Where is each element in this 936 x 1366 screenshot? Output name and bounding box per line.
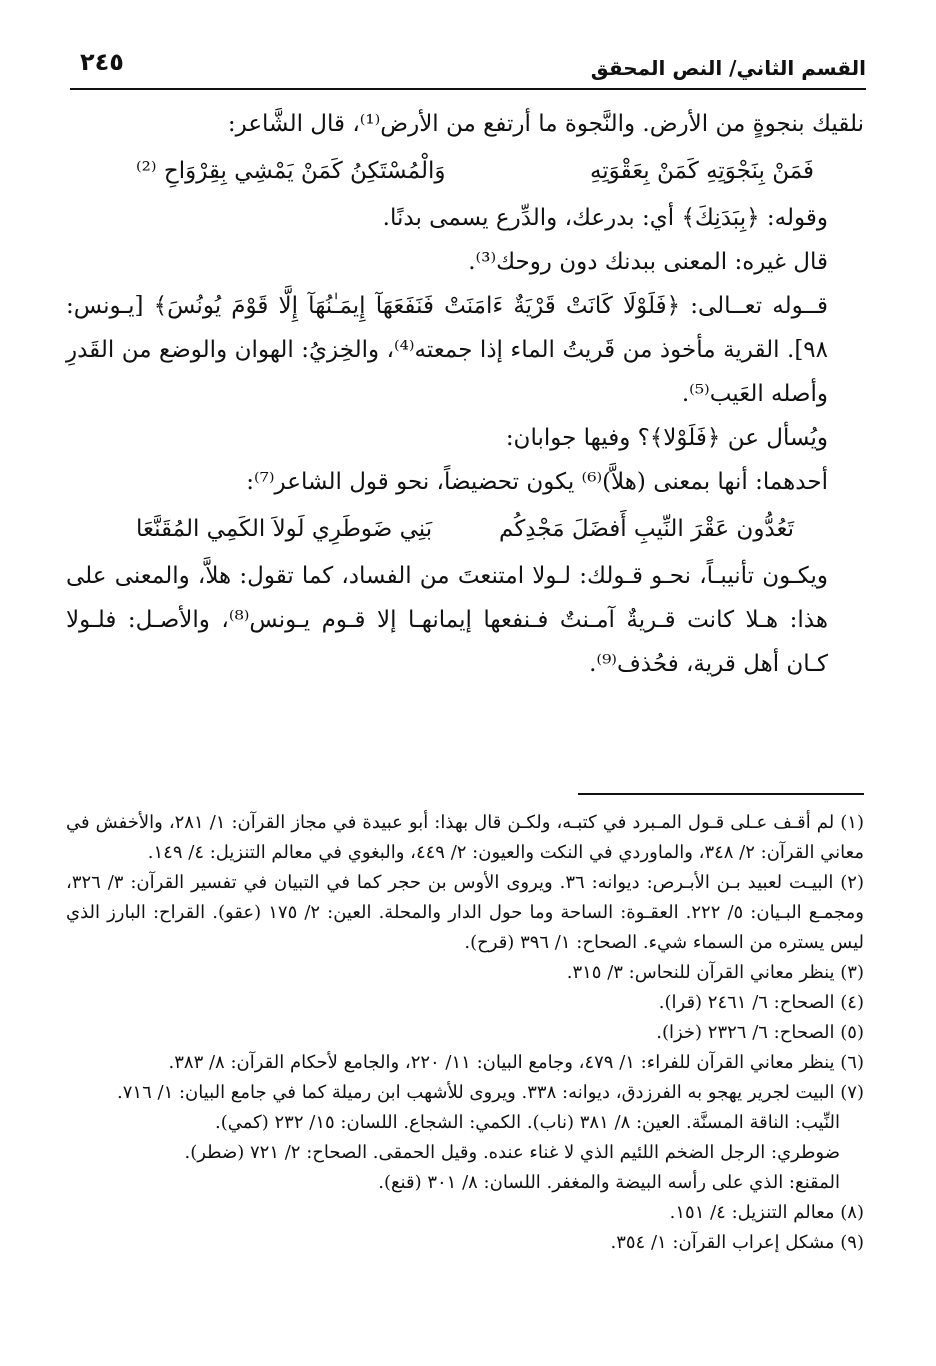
footnote-7-gloss-nib: النِّيب: الناقة المسنَّة. العين: ٨/ ٣٨١ (ناب). الكمي: الشجاع. اللسان: ١٥/ ٢٣٢ (كمي).	[215, 1112, 840, 1133]
paragraph-2: وقوله: ﴿بِبَدَنِكَ﴾ أي: بدرعك، والدِّرع يسمى بدنًا.	[382, 205, 828, 231]
footnote-9: (٩) مشكل إعراب القرآن: ١/ ٣٥٤.	[610, 1232, 864, 1253]
verse-1	[66, 146, 864, 196]
paragraph-3: قال غيره: المعنى ببدنك دون روحك⁽³⁾.	[468, 249, 828, 275]
verse-1-first-hemistich: فَمَنْ بِنَجْوَتِهِ كَمَنْ بِعَقْوَتِهِ	[589, 158, 814, 184]
footnote-3: (٣) ينظر معاني القرآن للنحاس: ٣/ ٣١٥.	[566, 962, 864, 983]
verse-2-first-hemistich: تَعُدُّون عَقْرَ النِّيبِ أَفضَلَ مَجْدِكُم	[499, 516, 794, 542]
header-rule	[70, 88, 866, 90]
footnote-2: (٢) البيـت لعبيد بـن الأبـرص: ديوانه: ٣٦. ويروى الأوس بن حجر كما في التبيان في تفسير القرآن: ٣/ ٣٢٦، ومجمـع البـيان: ٥/ ٢٢٢. العقـوة: الساحة وما حول الدار والمحلة. العين: ٢/ ١٧٥ (عقو). القراح: البارز الذي ليس يستره من السماء شيء. الصحاح: ١/ ٣٩٦ (قرح).	[66, 872, 864, 953]
footnote-4: (٤) الصحاح: ٦/ ٢٤٦١ (قرا).	[658, 992, 864, 1013]
verse-2-second-hemistich: بَنِي ضَوطَرِي لَولاَ الكَمِي المُقَنَّعَا	[136, 516, 433, 542]
footnote-5: (٥) الصحاح: ٦/ ٢٣٢٦ (خزا).	[656, 1022, 864, 1043]
verse-1-second-hemistich: وَالْمُسْتَكِنُ كَمَنْ يَمْشِي بِقِرْوَاحِ ⁽²⁾	[136, 158, 446, 184]
running-header	[70, 48, 866, 88]
paragraph-5: ويُسأل عن ﴿فَلَوْلا﴾؟ وفيها جوابان:	[505, 425, 828, 451]
verse-2	[66, 504, 864, 554]
header-title: القسم الثاني/ النص المحقق	[590, 56, 866, 80]
footnote-7-gloss-dawtari: ضوطري: الرجل الضخم اللئيم الذي لا غناء عنده. وقيل الحمقى. الصحاح: ٢/ ٧٢١ (ضطر).	[184, 1142, 840, 1163]
page-number: ٢٤٥	[80, 48, 124, 76]
footnote-8: (٨) معالم التنزيل: ٤/ ١٥١.	[669, 1202, 864, 1223]
footnote-7: (٧) البيت لجرير يهجو به الفرزدق، ديوانه: ٣٣٨. ويروى للأشهب ابن رميلة كما في جامع البيان: ١/ ٧١٦.	[117, 1082, 864, 1103]
footnote-1: (١) لم أقـف عـلى قـول المـبرد في كتبـه، ولكـن قال بهذا: أبو عبيدة في مجاز القرآن: ١/ ٢٨١، والأخفش في معاني القرآن: ٢/ ٣٤٨، والماوردي في النكت والعيون: ٢/ ٤٤٩، والبغوي في معالم التنزيل: ٤/ ١٤٩.	[66, 812, 864, 863]
main-text	[66, 102, 864, 686]
paragraph-1: نلقيك بنجوةٍ من الأرض. والنَّجوة ما أرتفع من الأرض⁽¹⁾، قال الشَّاعر:	[227, 111, 864, 137]
paragraph-4: قــوله تعــالى: ﴿فَلَوْلَا كَانَتْ قَرْيَةٌ ءَامَنَتْ فَنَفَعَهَآ إِيمَـٰنُهَآ إِلَّا قَوْمَ يُونُسَ﴾ [يـونس: ٩٨]. القرية مأخوذ من قَريتُ الماء إذا جمعته⁽⁴⁾، والخِزيُ: الهوان والوضع من القَدرِ وأصله العَيب⁽⁵⁾.	[66, 293, 829, 407]
footnote-6: (٦) ينظر معاني القرآن للفراء: ١/ ٤٧٩، وجامع البيان: ١١/ ٢٢٠، والجامع لأحكام القرآن: ٨/ ٣٨٣.	[168, 1052, 864, 1073]
footnotes	[66, 808, 864, 1258]
paragraph-6: أحدهما: أنها بمعنى (هلاَّ)⁽⁶⁾ يكون تحضيضاً، نحو قول الشاعر⁽⁷⁾:	[246, 469, 828, 495]
paragraph-7: ويكـون تأنيبـاً، نحـو قـولك: لـولا امتنعتَ من الفساد، كما تقول: هلاَّ، والمعنى على هذا: هـلا كانت قـريةٌ آمـنتٌ فـنفعها إيمانهـا إلا قـوم يـونس⁽⁸⁾، والأصـل: فلـولا كـان أهل قرية، فحُذف⁽⁹⁾.	[66, 563, 828, 677]
footnote-7-gloss-muqanna: المقنع: الذي على رأسه البيضة والمغفر. اللسان: ٨/ ٣٠١ (قنع).	[378, 1172, 840, 1193]
footnote-separator	[578, 793, 864, 795]
